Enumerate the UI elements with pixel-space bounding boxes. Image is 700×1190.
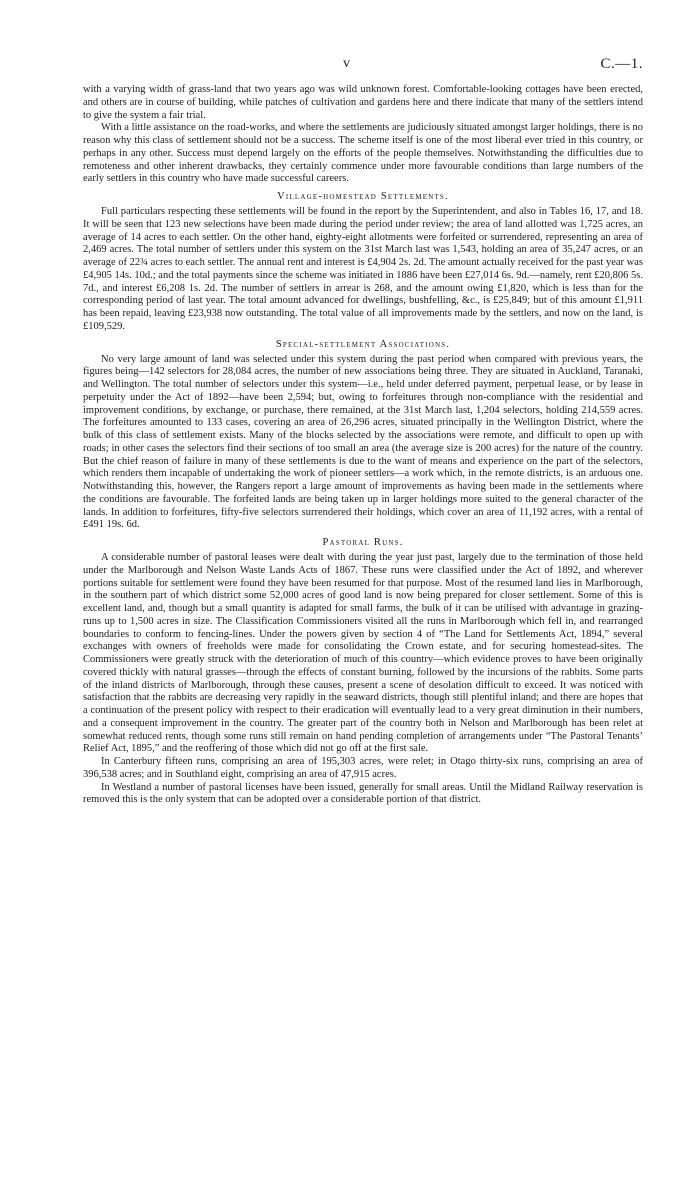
paragraph-continuation: with a varying width of grass-land that two years ago was wild unknown forest. Comfortable-looking cottages have been erected, and others are in course of building, while patches of cultivation and gardens here and there indicate that many of the settlers intend to give the system a fair trial. (83, 84, 643, 121)
paragraph-village-homestead: Full particulars respecting these settlements will be found in the report by the Superintendent, and also in Tables 16, 17, and 18. It will be seen that 123 new selections have been made during the period under review; the area of land allotted was 1,725 acres, an average of 14 acres to each settler. On the other hand, eighty-eight allotments were forfeited or surrendered, representing an area of 2,469 acres. The total number of settlers under this system on the 31st March last was 1,543, holding an area of 35,247 acres, or an average of 22¾ acres to each settler. The annual rent and interest is £4,904 2s. 2d. The amount actually received for the past year was £4,905 14s. 10d.; and the total payments since the scheme was initiated in 1886 have been £27,014 6s. 9d.—namely, rent £20,806 5s. 7d., and interest £6,208 1s. 2d. The number of settlers in arrear is 268, and the amount owing £1,820, which is less than for the corresponding period of last year. The total amount advanced for dwellings, bushfelling, &c., is £25,849; but of this amount £1,911 has been repaid, leaving £23,938 now outstanding. The total value of all improvements made by the settlers, and now on the land, is £109,529. (83, 206, 643, 332)
heading-pastoral-runs: Pastoral Runs. (322, 537, 404, 548)
heading-special-settlement: Special-settlement Associations. (275, 338, 451, 350)
paragraph-special-settlement: No very large amount of land was selected under this system during the past period when compared with previous years, the figures being—142 selectors for 28,084 acres, the number of new associations being three. They are situated in Auckland, Taranaki, and Wellington. The total number of selectors under this system—i.e., held under deferred payment, perpetual lease, or by lease in perpetuity under the Act of 1892—have been 2,594; but, owing to forfeitures through non-compliance with the residential and improvement conditions, by exchange, or purchase, there remained, at the 31st March last, 1,204 selectors, holding 214,559 acres. The forfeitures amounted to 133 cases, covering an area of 26,296 acres, situated principally in the Wellington District, where the bulk of this class of settlement exists. Many of the blocks selected by the associations were remote, and difficult to open up with roads; in other cases the selectors find their sections of too small an area (the average size is 200 acres) for the nature of the country. But the chief reason of failure in many of these settlements is due to the want of means and experience on the part of the selectors, which renders them incapable of undertaking the work of pioneer settlers—a work which, in the remote districts, is an arduous one. Notwithstanding this, however, the Rangers report a large amount of improvements as having been made in the settlements where the conditions are favourable. The forfeited lands are being taken up in larger holdings more suited to the general character of the lands. In addition to forfeitures, fifty-five selectors surrendered their holdings, which cover an area of 11,192 acres, with a rental of £491 19s. 6d. (83, 353, 643, 531)
document-page (83, 56, 643, 807)
paragraph-canterbury-otago: In Canterbury fifteen runs, comprising an area of 195,303 acres, were relet; in Otago thirty-six runs, comprising an area of 396,538 acres; and in Southland eight, comprising an area of 47,915 acres. (83, 756, 643, 780)
paragraph-pastoral-leases: A considerable number of pastoral leases were dealt with during the year just past, largely due to the termination of those held under the Marlborough and Nelson Waste Lands Acts of 1867. These runs were classified under the Act of 1892, and wherever portions suitable for settlement were found they have been resumed for that purpose. Most of the resumed land lies in Marlborough, in the southern part of which district some 52,000 acres of good land is now being prepared for closer settlement. Some of this is excellent land, and, though but a small quantity is adapted for small farms, the bulk of it can be utilised with advantage in grazing-runs up to 1,500 acres in size. The Classification Commissioners visited all the runs in Marlborough which fell in, and rearranged boundaries to conform to fencing-lines. Under the powers given by section 4 of “The Land for Settlements Act, 1894,” several exchanges with owners of freeholds were made for consolidating the Crown estate, and for securing homestead-sites. The Commissioners were greatly struck with the deterioration of much of this country—which evidence proves to have been originally covered thickly with natural grasses—through the effects of constant burning, followed by the incursions of the rabbits. Some parts of the inland districts of Marlborough, through these causes, present a scene of desolation difficult to exceed. It was noticed with satisfaction that the rabbits are decreasing very rapidly in the seaward districts, though still plentiful inland; and there are hopes that a continuation of the present policy with respect to their eradication will eventually lead to a very great diminution in their numbers, and a consequent improvement in the country. The greater part of the country both in Nelson and Marlborough has been relet at somewhat reduced rents, though some runs still remain on hand pending completion of arrangements under “The Pastoral Tenants’ Relief Act, 1895,” and the reoffering of those which did not go off at the first sale. (83, 552, 643, 755)
heading-village-homestead: Village-homestead Settlements. (277, 191, 449, 202)
page-number: v (343, 56, 350, 71)
page-header (83, 56, 643, 84)
document-reference: C.—1. (600, 56, 643, 72)
paragraph-settlement-success: With a little assistance on the road-works, and where the settlements are judiciously situated amongst larger holdings, there is no reason why this class of settlement should not be a success. The scheme itself is one of the most liberal ever tried in this country, or perhaps in any other. Success must depend largely on the efforts of the people themselves. Notwithstanding the difficulties due to remoteness and other inherent drawbacks, they certainly commence under more favourable conditions than large numbers of the early settlers in this country who have made successful careers. (83, 122, 643, 185)
body-text (83, 84, 643, 807)
paragraph-westland: In Westland a number of pastoral licenses have been issued, generally for small areas. Until the Midland Railway reservation is removed this is the only system that can be adopted over a considerable portion of that district. (83, 781, 643, 806)
